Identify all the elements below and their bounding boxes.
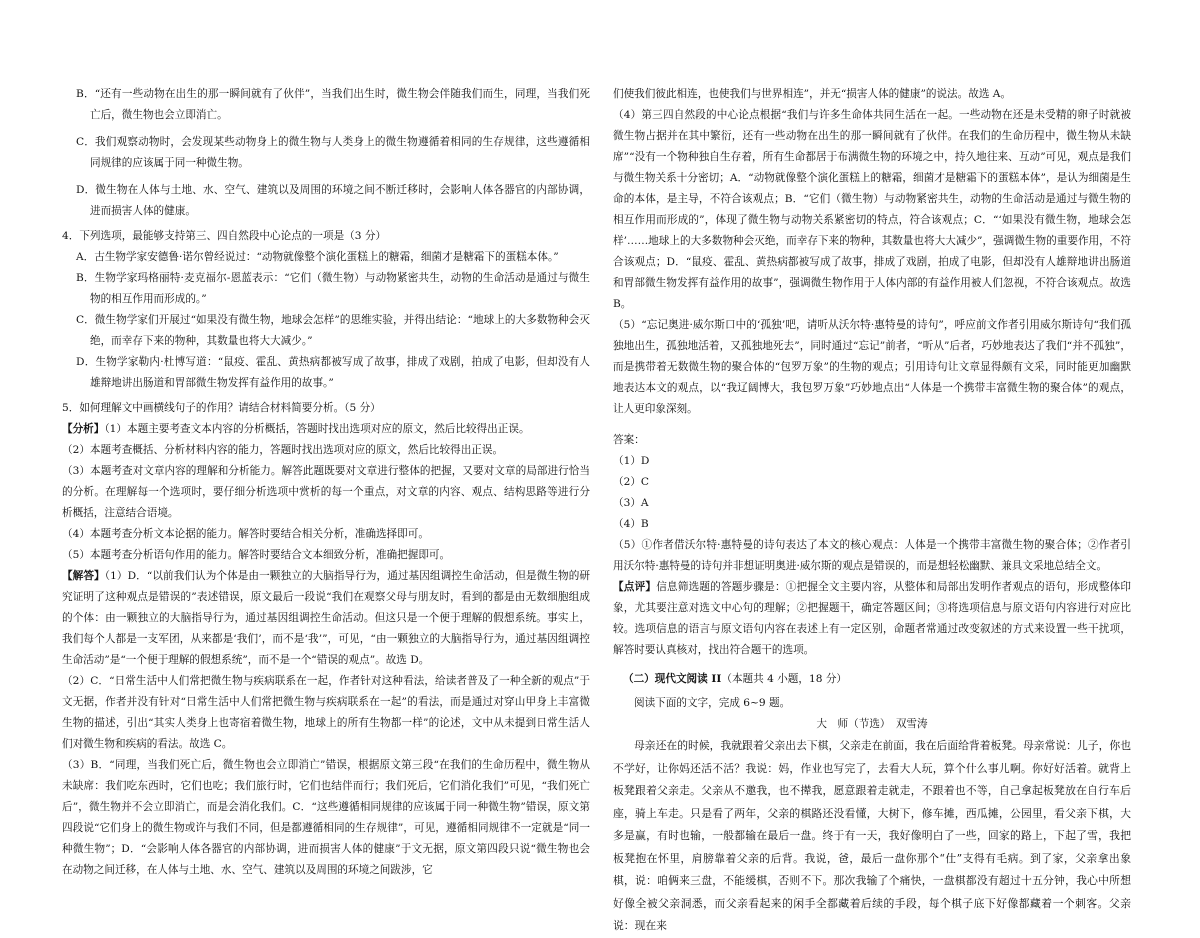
answer-3: （3）A [613,497,649,509]
q3-option-d: D．微生物在人体与土地、水、空气、建筑以及周围的环境之间不断迁移时，会影响人体各器官的内部协调，进而损害人体的健康。 [76,184,590,217]
analysis-2: （2）本题考查概括、分析材料内容的能力，答题时找出选项对应的原文，然后比较得出正误。 [62,444,504,456]
comment-label: 【点评】 [613,581,657,593]
solution-3: （3）B．“同理，当我们死亡后，微生物也会立即消亡”错误，根据原文第三段“在我们的生命历程中，微生物从未缺席：我们吃东西时，它们也吃；我们旅行时，它们也结伴而行；我们死后，它们消化我们”可见，“我们死亡后”，微生物并不会立即消亡，而是会消化我们。C．“这些遵循相同规律的应该属于同一种微生物”错误，原文第四段说“它们身上的微生物或许与我们不同，但是都遵循相同的生存规律”，可见，遵循相同规律不一定就是“同一种微生物”；D．“会影响人体各器官的内部协调，进而损害人体的健康”于文无据，原文第四段只说“微生物也会在动物之间迁移，在人体与土地、水、空气、建筑以及周围的环境之间跋涉，它 [62,759,590,876]
reading-instruction: 阅读下面的文字，完成 6~9 题。 [634,697,791,709]
answer-4: （4）B [613,518,649,530]
comment [613,577,1131,661]
solution-3-continued: 们使我们彼此相连，也使我们与世界相连”，并无“损害人体的健康”的说法。故选 A。 [613,88,1012,100]
analysis-label: 【分析】 [62,423,105,435]
answer-1: （1）D [613,455,650,467]
solution-label: 【解答】 [62,570,105,582]
story-paragraph: 母亲还在的时候，我就跟着父亲出去下棋，父亲走在前面，我在后面给背着板凳。母亲常说：儿子，你也不学好，让你妈还活不活？我说：妈，作业也写完了，去看大人玩，算个什么事儿啊。你好好活着。就背上板凳跟着父亲走。父亲从不邀我，也不撵我，愿意跟着走就走，不跟着也不等，自己拿起板凳放在自行车后座，骑上车走。只是看了两年，父亲的棋路还没看懂，大树下，修车摊，西瓜摊，公园里，看父亲下棋，大多是赢，有时也输，一般都输在最后一盘。终于有一天，我好像明白了一些，回家的路上，下起了雪，我把板凳抱在怀里，肩膀靠着父亲的后背。我说，爸，最后一盘你那个“仕”支得有毛病。到了家，父亲拿出象棋，说：咱俩来三盘，不能缓棋，否则不下。那次我输了个痛快，一盘棋都没有超过十五分钟，我心中所想好像全被父亲洞悉，而父亲看起来的闲手全都藏着后续的手段，每个棋子底下好像都藏着一个刺客。父亲说：现在来 [613,739,1131,932]
analysis-4: （4）本题考查分析文本论据的能力。解答时要结合相关分析，准确选择即可。 [62,528,429,540]
section-subtitle: （本题共 4 小题，18 分） [721,673,848,685]
q4-stem: 4．下列选项，最能够支持第三、四自然段中心论点的一项是（3 分） [62,230,387,242]
analysis-1 [62,419,590,440]
analysis-1-text: （1）本题主要考查文本内容的分析概括，答题时找出选项对应的原文，然后比较得出正误。 [104,423,530,435]
answer-label: 答案： [613,434,645,446]
analysis-3: （3）本题考查对文章内容的理解和分析能力。解答此题既要对文章进行整体的把握，又要对文章的局部进行恰当的分析。在理解每一个选项时，要仔细分析选项中赏析的每一个重点，对文章的内容、观点、结构思路等进行分析概括，注意结合语境。 [62,465,590,519]
q4-option-a: A．古生物学家安德鲁·诺尔曾经说过：“动物就像整个演化蛋糕上的糖霜，细菌才是糖霜下的蛋糕本体。” [76,251,559,263]
q4-option-b: B．生物学家玛格丽特·麦克福尔-恩蓝表示：“它们（微生物）与动物紧密共生，动物的生命活动是通过与微生物的相互作用而形成的。” [76,272,590,305]
solution-2: （2）C．“日常生活中人们常把微生物与疾病联系在一起，作者针对这种看法，给读者普及了一种全新的观点”于文无据，作者并没有针对“日常生活中人们常把微生物与疾病联系在一起”的看法，而是通过对穿山甲身上丰富微生物的描述，引出“其实人类身上也寄宿着微生物，地球上的所有生物都一样”的论述，文中从未提到日常生活人们对微生物和疾病的看法。故选 C。 [62,675,590,750]
solution-5: （5）“忘记奥进·威尔斯口中的‘孤独’吧，请听从沃尔特·惠特曼的诗句”，呼应前文作者引用威尔斯诗句“我们孤独地出生，孤独地活着，又孤独地死去”，同时通过“忘记”前者，“听从”后者，巧妙地表达了我们“并不孤独”，而是携带着无数微生物的聚合体的“包罗万象”的生物的观点；引用诗句让文章显得颇有文采，同时能更加幽默地表达本文的观点，以“我辽阔博大，我包罗万象”巧妙地点出“人体是一个携带丰富微生物的聚合体”的观点，让人更印象深刻。 [613,319,1131,415]
answer-2: （2）C [613,476,650,488]
comment-text: 信息筛选题的答题步骤是：①把握全文主要内容，从整体和局部出发明作者观点的语句，形成整体印象，尤其要注意对选文中心句的理解；②把握题干，确定答题区间；③将选项信息与原文语句内容进行对应比较。选项信息的语言与原文语句内容在表述上有一定区别，命题者常通过改变叙述的方式来设置一些干扰项，解答时要认真核对，找出符合题干的选项。 [613,581,1131,656]
section-title: （二）现代文阅读 II [623,673,722,685]
story-title: 大 师（节选） 双雪涛 [816,718,928,730]
analysis-5: （5）本题考查分析语句作用的能力。解答时要结合文本细致分析，准确把握即可。 [62,549,451,561]
q3-option-c: C．我们观察动物时，会发现某些动物身上的微生物与人类身上的微生物遵循着相同的生存规律，这些遵循相同规律的应该属于同一种微生物。 [76,136,590,169]
q4-option-d: D．生物学家勒内·杜博写道：“鼠疫、霍乱、黄热病都被写成了故事，排成了戏剧，拍成了电影，但却没有人雄辩地讲出肠道和胃部微生物发挥有益作用的故事。” [76,356,590,389]
q3-option-b: B．“还有一些动物在出生的那一瞬间就有了伙伴”，当我们出生时，微生物会伴随我们而生，同理，当我们死亡后，微生物也会立即消亡。 [76,88,590,121]
answer-5: （5）①作者借沃尔特·惠特曼的诗句表达了本文的核心观点：人体是一个携带丰富微生物的聚合体；②作者引用沃尔特·惠特曼的诗句并非想证明奥进·威尔斯的观点是错误的，而是想轻松幽默、兼具文采地总结全文。 [613,539,1131,572]
left-column [62,84,590,881]
q5-stem: 5．如何理解文中画横线句子的作用？请结合材料简要分析。（5 分） [62,402,381,414]
solution-4: （4）第三四自然段的中心论点根据“我们与许多生命体共同生活在一起。一些动物在还是未受精的卵子时就被微生物占据并在其中繁衍，还有一些动物在出生的那一瞬间就有了伙伴。在我们的生命历程中，微生物从未缺席”“没有一个物种独自生存着，所有生命都居于布满微生物的环境之中，持久地往来、互动”可见，观点是我们与微生物关系十分密切；A．“动物就像整个演化蛋糕上的糖霜，细菌才是糖霜下的蛋糕本体”，是认为细菌是生命的本体，是主导，不符合该观点；B．“它们（微生物）与动物紧密共生，动物的生命活动是通过与微生物的相互作用而形成的”，体现了微生物与动物关系紧密切的特点，符合该观点；C．“‘如果没有微生物，地球会怎样’……地球上的大多数物种会灭绝，而幸存下来的物种，其数量也将大大减少”，强调微生物的重要作用，不符合该观点；D．“鼠疫、霍乱、黄热病都被写成了故事，排成了戏剧，拍成了电影，但却没有人雄辩地讲出肠道和胃部微生物发挥有益作用的故事”，强调微生物作用于人体内部的有益作用被人们忽视，不符合该观点。故选 B。 [613,109,1131,310]
right-column [613,84,1131,938]
q4-option-c: C．微生物学家们开展过“如果没有微生物，地球会怎样”的思维实验，并得出结论：“地球上的大多数物种会灭绝，而幸存下来的物种，其数量也将大大减少。” [76,314,590,347]
section-heading [613,669,1131,690]
solution-1 [62,566,590,671]
solution-1-text: （1）D．“以前我们认为个体是由一颗独立的大脑指导行为，通过基因组调控生命活动，但是微生物的研究证明了这种观点是错误的”表述错误，原文最后一段说“我们在观察父母与朋友时，看到的都是由无数细胞组成的个体：由一颗独立的大脑指导行为，通过基因组调控生命活动。但这只是一个便于理解的假想系统。事实上，我们每个人都是一支军团，从来都是‘我们’，而不是‘我’”，可见，“由一颗独立的大脑指导行为，通过基因组调控生命活动”是“一个便于理解的假想系统”，而不是一个“错误的观点”。故选 D。 [62,570,590,666]
